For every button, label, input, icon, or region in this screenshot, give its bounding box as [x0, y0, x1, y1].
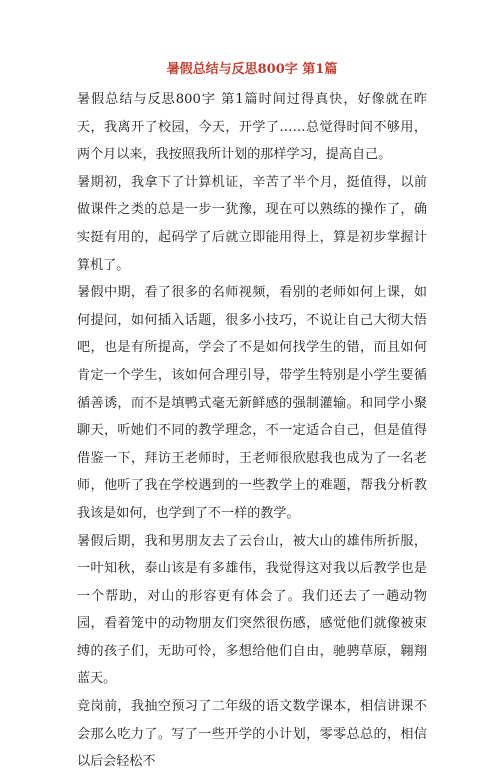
document-title: 暑假总结与反思800字 第1篇	[166, 62, 338, 77]
paragraph-2: 暑期初，我拿下了计算机证，辛苦了半个月，挺值得，以前做课件之类的总是一步一犹豫，现在可以熟练的操作了，确实挺有用的，起码学了后就立即能用得上，算是初步掌握计算机了。	[77, 174, 427, 273]
paragraph-4: 暑假后期，我和男朋友去了云台山，被大山的雄伟所折服，一叶知秋，泰山该是有多雄伟，我觉得这对我以后教学也是一个帮助，对山的形容更有体会了。我们还去了一趟动物园，看着笼中的动物朋友们突然很伤感，感觉他们就像被束缚的孩子们，无助可怜，多想给他们自由，驰骋草原，翱翔蓝天。	[77, 533, 427, 687]
paragraph-3: 暑假中期，看了很多的名师视频，看别的老师如何上课，如何提问，如何插入话题，很多小技巧，不说让自己大彻大悟吧，也是有所提高，学会了不是如何找学生的错，而且如何肯定一个学生，该如何合理引导，带学生特别是小学生要循循善诱，而不是填鸭式毫无新鲜感的强制灌输。和同学小聚聊天，听她们不同的教学理念，不一定适合自己，但是值得借鉴一下，拜访王老师时，王老师很欣慰我也成为了一名老师，他听了我在学校遇到的一些教学上的难题，帮我分析教我该是如何，也学到了不一样的教学。	[77, 285, 427, 521]
paragraph-5: 竞岗前，我抽空预习了二年级的语文数学课本，相信讲课不会那么吃力了。写了一些开学的小计划，零零总总的，相信以后会轻松不	[77, 699, 427, 770]
paragraph-1: 暑假总结与反思800字 第1篇时间过得真快，好像就在昨天，我离开了校园，今天，开学了……总觉得时间不够用，两个月以来，我按照我所计划的那样学习，提高自己。	[77, 92, 427, 163]
